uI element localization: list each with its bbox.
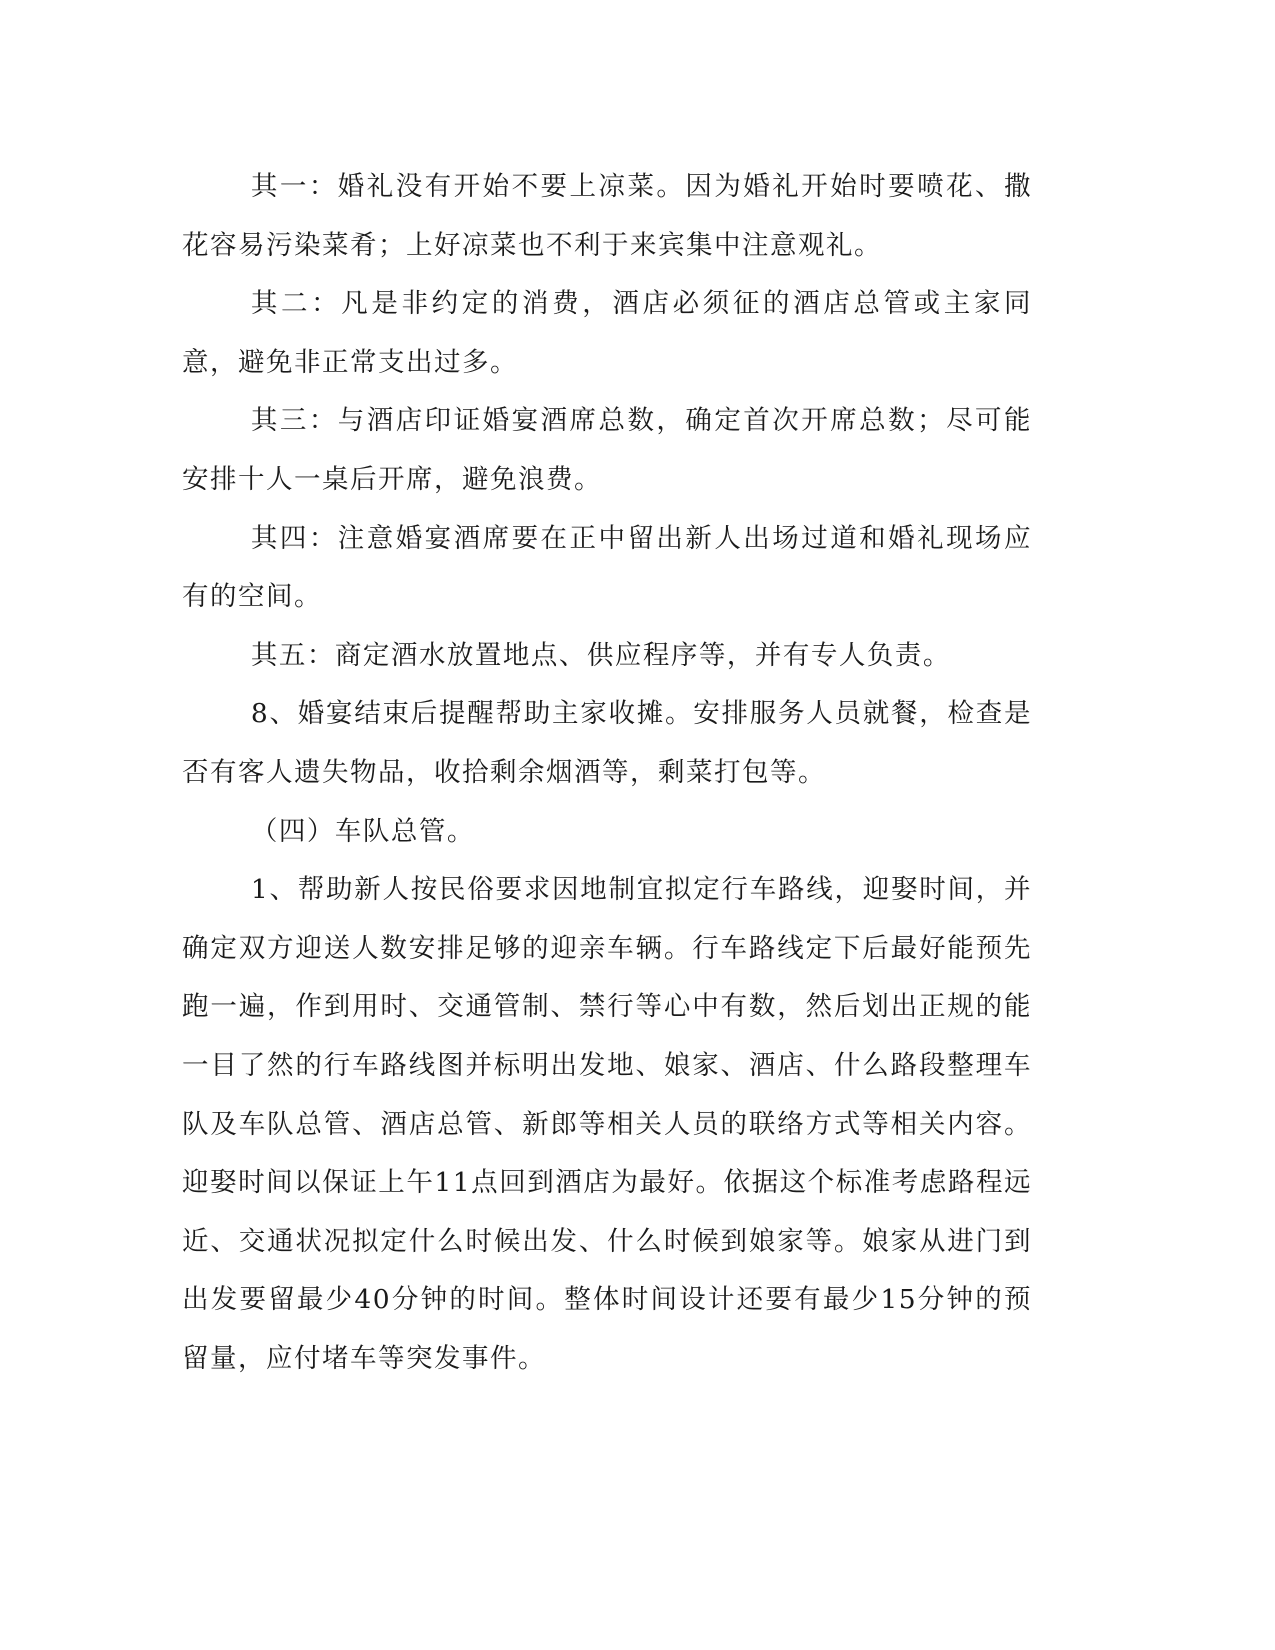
paragraph-item-1: 其一：婚礼没有开始不要上凉菜。因为婚礼开始时要喷花、撒花容易污染菜肴；上好凉菜也不利于来宾集中注意观礼。 xyxy=(182,171,1032,261)
paragraph-item-4: 其四：注意婚宴酒席要在正中留出新人出场过道和婚礼现场应有的空间。 xyxy=(182,522,1032,613)
section-heading: （四）车队总管。 xyxy=(250,815,475,847)
document-body xyxy=(182,158,1032,1388)
paragraph-item-7: 1、帮助新人按民俗要求因地制宜拟定行车路线，迎娶时间，并确定双方迎送人数安排足够的迎亲车辆。行车路线定下后最好能预先跑一遍，作到用时、交通管制、禁行等心中有数，然后划出正规的能一目了然的行车路线图并标明出发地、娘家、酒店、什么路段整理车队及车队总管、酒店总管、新郎等相关人员的联络方式等相关内容。迎娶时间以保证上午11点回到酒店为最好。依据这个标准考虑路程远近、交通状况拟定什么时候出发、什么时候到娘家等。娘家从进门到出发要留最少40分钟的时间。整体时间设计还要有最少15分钟的预留量，应付堵车等突发事件。 xyxy=(182,874,1032,1374)
paragraph-item-5: 其五：商定酒水放置地点、供应程序等，并有专人负责。 xyxy=(250,639,951,671)
paragraph-item-3: 其三：与酒店印证婚宴酒席总数，确定首次开席总数；尽可能安排十人一桌后开席，避免浪费。 xyxy=(182,405,1032,495)
paragraph-item-2: 其二：凡是非约定的消费，酒店必须征的酒店总管或主家同意，避免非正常支出过多。 xyxy=(182,288,1032,378)
paragraph-item-6: 8、婚宴结束后提醒帮助主家收摊。安排服务人员就餐，检查是否有客人遗失物品，收拾剩余烟酒等，剩菜打包等。 xyxy=(182,698,1032,788)
